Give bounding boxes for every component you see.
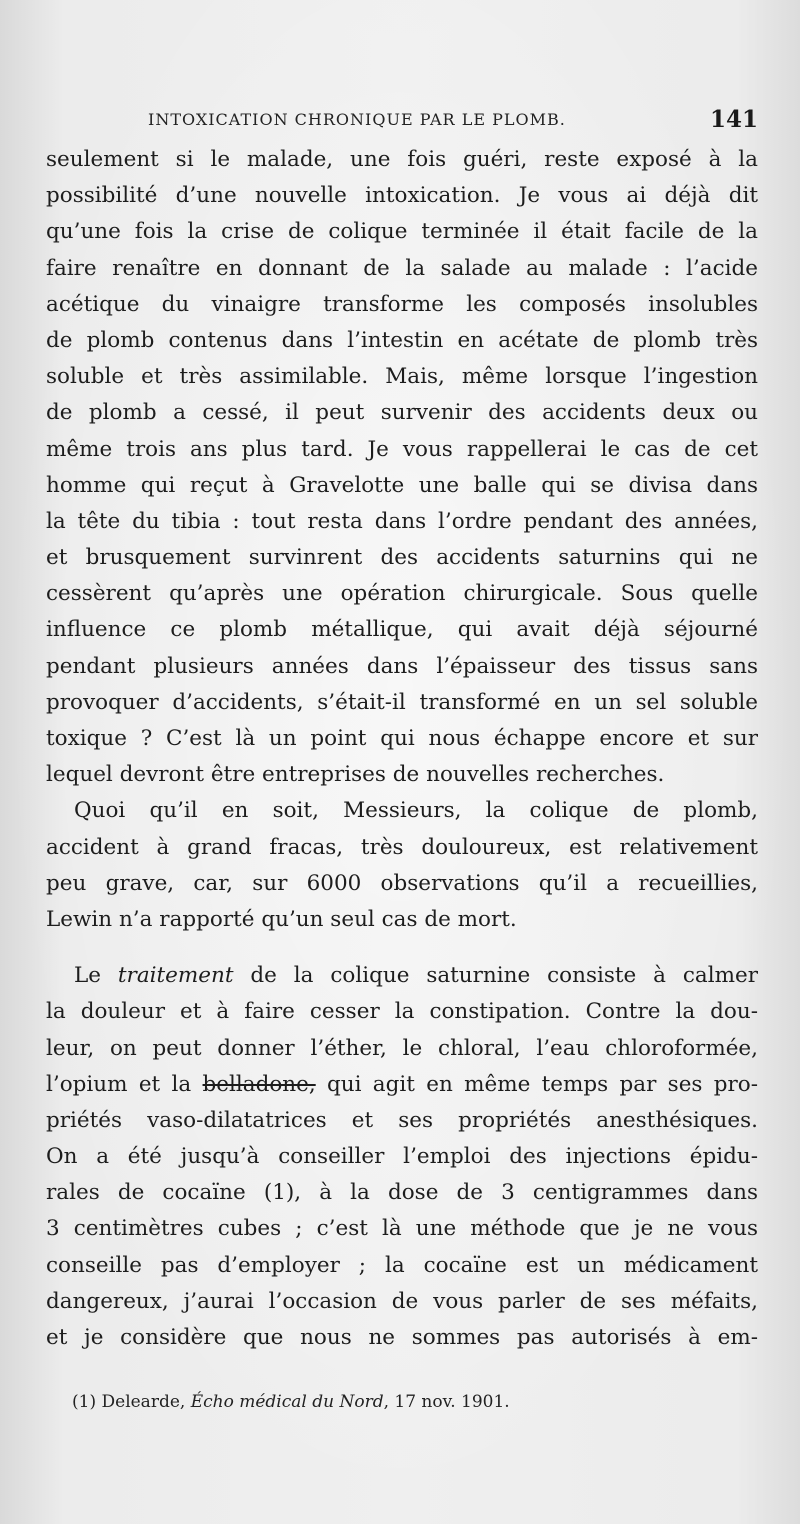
text-line: de plomb contenus dans l’intestin en acétate de plomb très bbox=[46, 327, 758, 353]
text-line: possibilité d’une nouvelle intoxication. Je vous ai déjà dit bbox=[46, 183, 758, 209]
running-title: INTOXICATION CHRONIQUE PAR LE PLOMB. bbox=[148, 110, 566, 129]
text-line: conseille pas d’employer ; la cocaïne est un médicament bbox=[46, 1252, 758, 1278]
text-line: cessèrent qu’après une opération chirurgicale. Sous quelle bbox=[46, 581, 758, 607]
italic-word: traitement bbox=[117, 963, 234, 989]
text-line: acétique du vinaigre transforme les composés insolubles bbox=[46, 291, 758, 317]
text-line: même trois ans plus tard. Je vous rappellerai le cas de cet bbox=[46, 436, 758, 462]
text-line: 3 centimètres cubes ; c’est là une méthode que je ne vous bbox=[46, 1216, 758, 1242]
page-number: 141 bbox=[709, 106, 758, 133]
text-run: de la colique saturnine consiste à calmer bbox=[233, 963, 758, 989]
text-run: qui agit en même temps par ses pro- bbox=[315, 1071, 758, 1097]
body-text bbox=[46, 142, 758, 1356]
text-line: accident à grand fracas, très douloureux, est relativement bbox=[46, 834, 758, 860]
paragraph-3 bbox=[46, 958, 758, 1356]
text-line: toxique ? C’est là un point qui nous échappe encore et sur bbox=[46, 726, 758, 751]
text-line: provoquer d’accidents, s’était-il transformé en un sel soluble bbox=[46, 689, 758, 715]
text-run: Le bbox=[74, 963, 118, 989]
text-line bbox=[46, 958, 758, 994]
text-line: pendant plusieurs années dans l’épaisseur des tissus sans bbox=[46, 653, 758, 679]
text-line bbox=[46, 1067, 758, 1103]
footnote-journal: Écho médical du Nord bbox=[190, 1392, 384, 1412]
text-line: Quoi qu’il en soit, Messieurs, la colique de plomb, bbox=[74, 798, 758, 824]
text-line: la tête du tibia : tout resta dans l’ordre pendant des années, bbox=[46, 508, 758, 534]
text-line: et brusquement survinrent des accidents saturnins qui ne bbox=[46, 545, 758, 571]
running-header bbox=[48, 106, 758, 136]
text-line: faire renaître en donnant de la salade au malade : l’acide bbox=[46, 255, 758, 281]
paragraph-2 bbox=[46, 793, 758, 938]
text-line: dangereux, j’aurai l’occasion de vous parler de ses méfaits, bbox=[46, 1288, 758, 1314]
text-line: homme qui reçut à Gravelotte une balle qui se divisa dans bbox=[46, 472, 758, 498]
text-line: influence ce plomb métallique, qui avait déjà séjourné bbox=[46, 617, 758, 643]
text-line: peu grave, car, sur 6000 observations qu’il a recueillies, bbox=[46, 870, 758, 896]
text-line: On a été jusqu’à conseiller l’emploi des injections épidu- bbox=[46, 1144, 758, 1170]
struck-word: belladone, bbox=[202, 1071, 316, 1097]
text-line: et je considère que nous ne sommes pas autorisés à em- bbox=[46, 1325, 758, 1350]
footnote-marker: (1) bbox=[72, 1392, 97, 1412]
text-line: rales de cocaïne (1), à la dose de 3 centigrammes dans bbox=[46, 1180, 758, 1206]
text-line: de plomb a cessé, il peut survenir des accidents deux ou bbox=[46, 400, 758, 426]
text-line: Lewin n’a rapporté qu’un seul cas de mort. bbox=[46, 906, 517, 932]
text-line: priétés vaso-dilatatrices et ses propriétés anesthésiques. bbox=[46, 1107, 758, 1133]
text-line: soluble et très assimilable. Mais, même lorsque l’ingestion bbox=[46, 364, 758, 390]
footnote-author: Delearde, bbox=[96, 1392, 191, 1412]
paragraph-1 bbox=[46, 142, 758, 793]
footnote bbox=[72, 1392, 510, 1412]
footnote-date: , 17 nov. 1901. bbox=[383, 1392, 510, 1412]
text-run: l’opium et la bbox=[46, 1071, 203, 1097]
text-line: la douleur et à faire cesser la constipation. Contre la dou- bbox=[46, 999, 758, 1025]
text-line: lequel devront être entreprises de nouvelles recherches. bbox=[46, 762, 665, 788]
text-line: qu’une fois la crise de colique terminée il était facile de la bbox=[46, 219, 758, 245]
paragraph-gap bbox=[46, 938, 758, 958]
text-line: leur, on peut donner l’éther, le chloral, l’eau chloroformée, bbox=[46, 1035, 758, 1061]
text-line: seulement si le malade, une fois guéri, reste exposé à la bbox=[46, 147, 758, 172]
